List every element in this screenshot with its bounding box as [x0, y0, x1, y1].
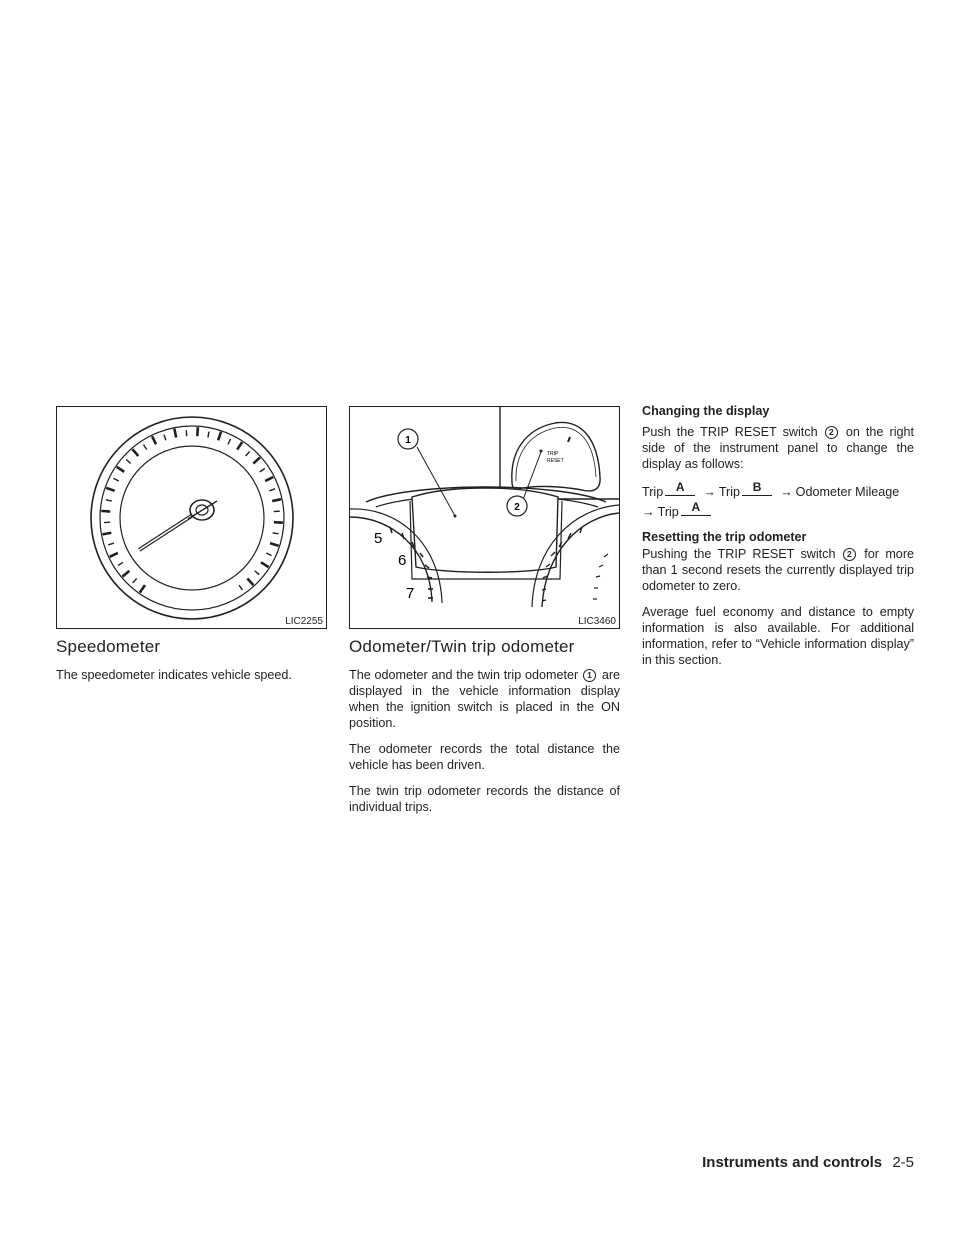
gauge-tick	[140, 585, 145, 592]
gauge-tick	[270, 543, 279, 546]
paragraph-text: Pushing the TRIP RESET switch	[642, 547, 836, 561]
display-sequence	[642, 479, 914, 522]
speedometer-column	[56, 406, 327, 693]
body-paragraph	[642, 546, 914, 594]
sequence-odometer-label: Odometer Mileage	[795, 485, 900, 499]
gauge-tick	[260, 468, 265, 471]
subheading-changing-display: Changing the display	[642, 404, 770, 418]
trip-b-icon: B	[742, 481, 772, 496]
gauge-tick	[118, 562, 123, 565]
vehicle-information-display	[412, 488, 558, 572]
gauge-tick	[269, 489, 275, 491]
section-heading: Odometer/Twin trip odometer	[349, 637, 575, 656]
body-paragraph	[642, 424, 914, 472]
sequence-trip-label: Trip	[657, 505, 679, 519]
figure-code: LIC2255	[285, 616, 323, 627]
gauge-tick	[265, 477, 273, 481]
gauge-tick	[253, 458, 260, 464]
callout-number: 1	[405, 435, 411, 446]
gauge-tick	[237, 442, 242, 450]
gauge-tick	[261, 562, 269, 567]
footer-section-title: Instruments and controls	[702, 1154, 883, 1171]
gauge-tick	[122, 571, 129, 577]
speedometer-illustration	[57, 407, 326, 628]
trip-a-icon: A	[665, 481, 695, 496]
paragraph-text: are displayed in the vehicle information display when the ignition switch is placed in the ON position.	[349, 668, 621, 730]
gauge-inner-ring	[100, 426, 284, 610]
gauge-number: 5	[374, 530, 383, 547]
gauge-tick	[246, 451, 250, 456]
gauge-tick	[117, 467, 124, 472]
gauge-tick	[218, 432, 221, 441]
gauge-tick	[255, 571, 260, 575]
body-paragraph	[349, 667, 620, 731]
body-paragraph: The twin trip odometer records the distance of individual trips.	[349, 784, 620, 814]
callout-reference: 2	[825, 426, 838, 439]
odometer-figure	[349, 406, 620, 629]
gauge-tick	[272, 499, 281, 501]
arrow-icon: →	[780, 485, 793, 499]
instrument-cluster-illustration	[350, 407, 619, 628]
arrow-icon: →	[703, 485, 716, 499]
gauge-tick	[273, 533, 279, 534]
odometer-column	[349, 406, 620, 825]
callout-reference: 2	[843, 548, 856, 561]
gauge-tick	[108, 543, 114, 545]
page-number: 2-5	[892, 1154, 914, 1171]
gauge-tick	[247, 579, 253, 586]
sequence-trip-label: Trip	[718, 485, 741, 499]
gauge-tick	[174, 429, 176, 438]
figure-code: LIC3460	[578, 616, 616, 627]
gauge-tick	[133, 579, 137, 583]
body-paragraph: The odometer records the total distance the vehicle has been driven.	[349, 742, 620, 772]
paragraph-text: for more than 1 second resets the currently displayed trip odometer to zero.	[642, 547, 915, 593]
section-heading: Speedometer	[56, 637, 161, 656]
gauge-tick	[102, 533, 111, 535]
paragraph-text: The odometer and the twin trip odometer	[349, 668, 579, 682]
gauge-tick	[101, 511, 110, 512]
sequence-trip-label: Trip	[642, 485, 664, 499]
gauge-tick	[164, 435, 166, 441]
subheading-resetting: Resetting the trip odometer	[642, 530, 807, 544]
gauge-number: 7	[406, 585, 415, 602]
gauge-face-ring	[120, 446, 264, 590]
paragraph-text: on the right side of the instrument panel to change the display as follows:	[642, 425, 915, 471]
switch-label-trip: TRIP	[547, 451, 559, 457]
page-footer	[702, 1154, 914, 1171]
callout-reference: 1	[583, 669, 596, 682]
gauge-tick	[110, 553, 118, 557]
gauge-tick	[208, 432, 209, 438]
gauge-tick	[197, 427, 198, 436]
gauge-outer-ring	[91, 417, 293, 619]
switch-label-reset: RESET	[547, 458, 564, 464]
gauge-tick	[228, 439, 231, 444]
arrow-icon: →	[642, 505, 655, 519]
gauge-tick	[106, 488, 114, 491]
callout-number: 2	[514, 502, 520, 513]
gauge-tick	[266, 553, 271, 556]
gauge-tick	[143, 445, 146, 450]
gauge-tick	[132, 449, 138, 456]
gauge-tick	[106, 500, 112, 501]
trip-column	[642, 404, 914, 678]
gauge-tick	[239, 585, 242, 590]
trip-a-icon: A	[681, 501, 711, 516]
gauge-number: 6	[398, 552, 407, 569]
gauge-tick	[113, 478, 118, 481]
gauge-tick	[152, 436, 156, 444]
paragraph-text: Push the TRIP RESET switch	[642, 425, 818, 439]
speedometer-figure	[56, 406, 327, 629]
body-paragraph: Average fuel economy and distance to empty information is also available. For additional information, refer to “Vehicle information display” in this section.	[642, 605, 914, 667]
body-paragraph: The speedometer indicates vehicle speed.	[56, 668, 292, 682]
gauge-tick	[126, 459, 130, 463]
